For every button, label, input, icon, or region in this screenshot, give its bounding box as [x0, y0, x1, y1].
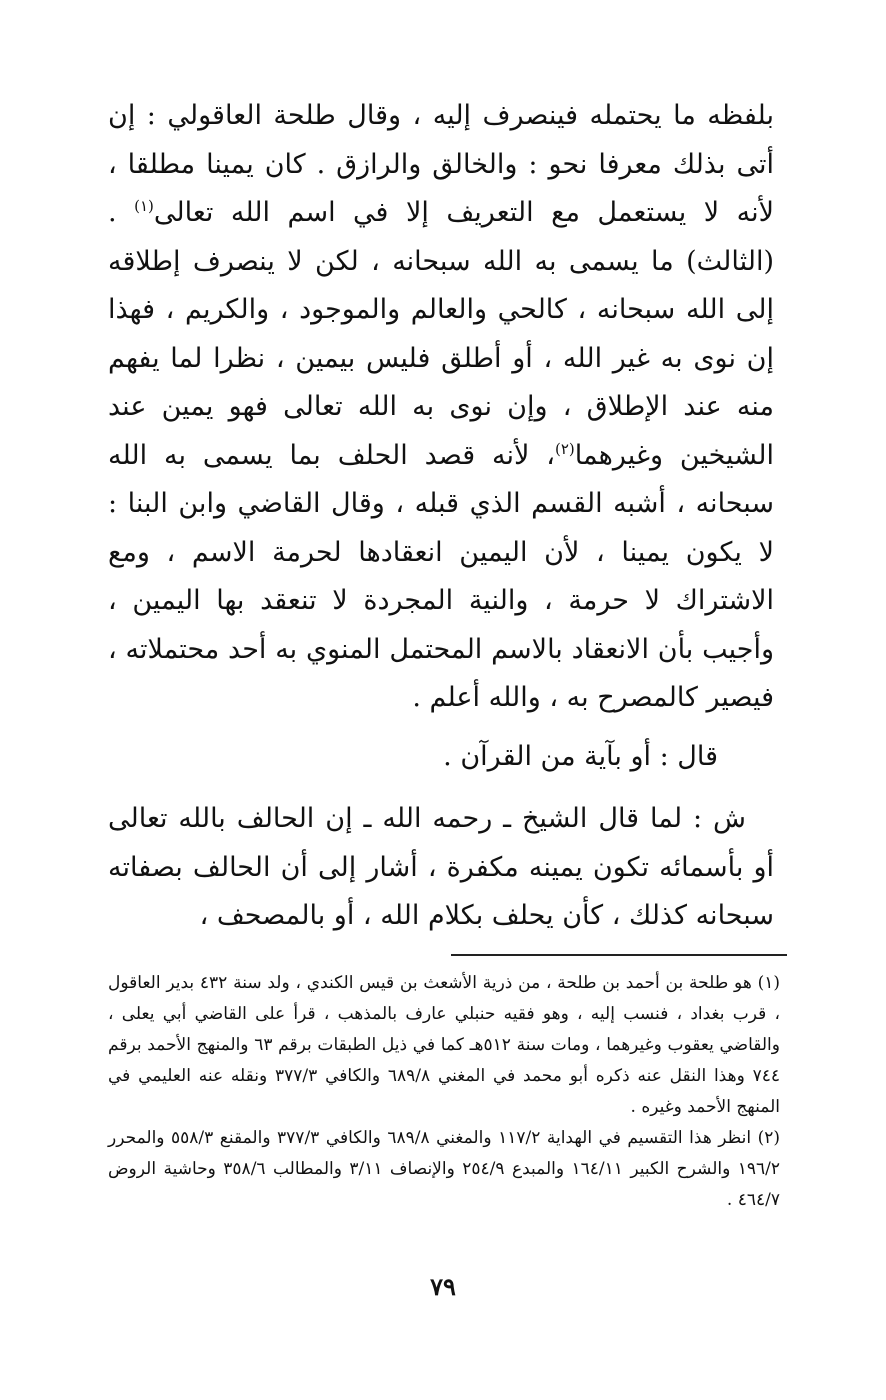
- footnote-1: (١) هو طلحة بن أحمد بن طلحة ، من ذرية الأشعث بن قيس الكندي ، ولد سنة ٤٣٢ بدير العاقول ، قرب بغداد ، فنسب إليه ، وهو فقيه حنبلي عارف بالمذهب ، قرأ على القاضي أبي يعلى ، والقاضي يعقوب وغيرهما ، ومات سنة ٥١٢هـ كما في ذيل الطبقات برقم ٦٣ والمنهج الأحمد برقم ٧٤٤ وهذا النقل عنه ذكره أبو محمد في المغني ٦٨٩/٨ والكافي ٣٧٧/٣ ونقله عنه العليمي في المنهج الأحمد وغيره .: [108, 973, 780, 1117]
- footnote-ref-2: (٢): [554, 439, 575, 458]
- paragraph-2: قال : أو بآية من القرآن .: [443, 740, 718, 772]
- footnote-ref-1: (١): [134, 197, 154, 215]
- paragraph-1-part-b: . (الثالث) ما يسمى به الله سبحانه ، لكن لا ينصرف إطلاقه إلى الله سبحانه ، كالحي والعالم والموجود ، والكريم ، فهذا إن نوى به غير الله ، أو أطلق فليس بيمين ، نظرا لما يفهم منه عند الإطلاق ، وإن نوى به الله تعالى فهو يمين عند الشيخين وغيرهما: [108, 197, 774, 471]
- paragraph-1-part-a: بلفظه ما يحتمله فينصرف إليه ، وقال طلحة العاقولي : إن أتى بذلك معرفا نحو : والخالق والرازق . كان يمينا مطلقا ، لأنه لا يستعمل مع التعريف إلا في اسم الله تعالى: [108, 100, 775, 228]
- paragraph-3: ش : لما قال الشيخ ـ رحمه الله ـ إن الحالف بالله تعالى أو بأسمائه تكون يمينه مكفرة ، أشار إلى أن الحالف بصفاته سبحانه كذلك ، كأن يحلف بكلام الله ، أو بالمصحف ،: [108, 803, 774, 931]
- page-number: ٧٩: [430, 1272, 456, 1301]
- paragraph-1-part-c: ، لأنه قصد الحلف بما يسمى به الله سبحانه ، أشبه القسم الذي قبله ، وقال القاضي وابن البنا : لا يكون يمينا ، لأن اليمين انعقادها لحرمة الاسم ، ومع الاشتراك لا حرمة ، والنية المجردة لا تنعقد بها اليمين ، وأجيب بأن الانعقاد بالاسم المحتمل المنوي به أحد محتملاته ، فيصير كالمصرح به ، والله أعلم .: [108, 439, 774, 713]
- footnote-2: (٢) انظر هذا التقسيم في الهداية ١١٧/٢ والمغني ٦٨٩/٨ والكافي ٣٧٧/٣ والمقنع ٥٥٨/٣ والمحرر ١٩٦/٢ والشرح الكبير ١٦٤/١١ والمبدع ٢٥٤/٩ والإنصاف ٣/١١ والمطالب ٣٥٨/٦ وحاشية الروض ٤٦٤/٧ .: [108, 1128, 781, 1210]
- paragraph-1: [108, 92, 774, 723]
- footnotes: [108, 968, 780, 1216]
- footnote-separator: [451, 954, 787, 956]
- main-text: [108, 92, 774, 941]
